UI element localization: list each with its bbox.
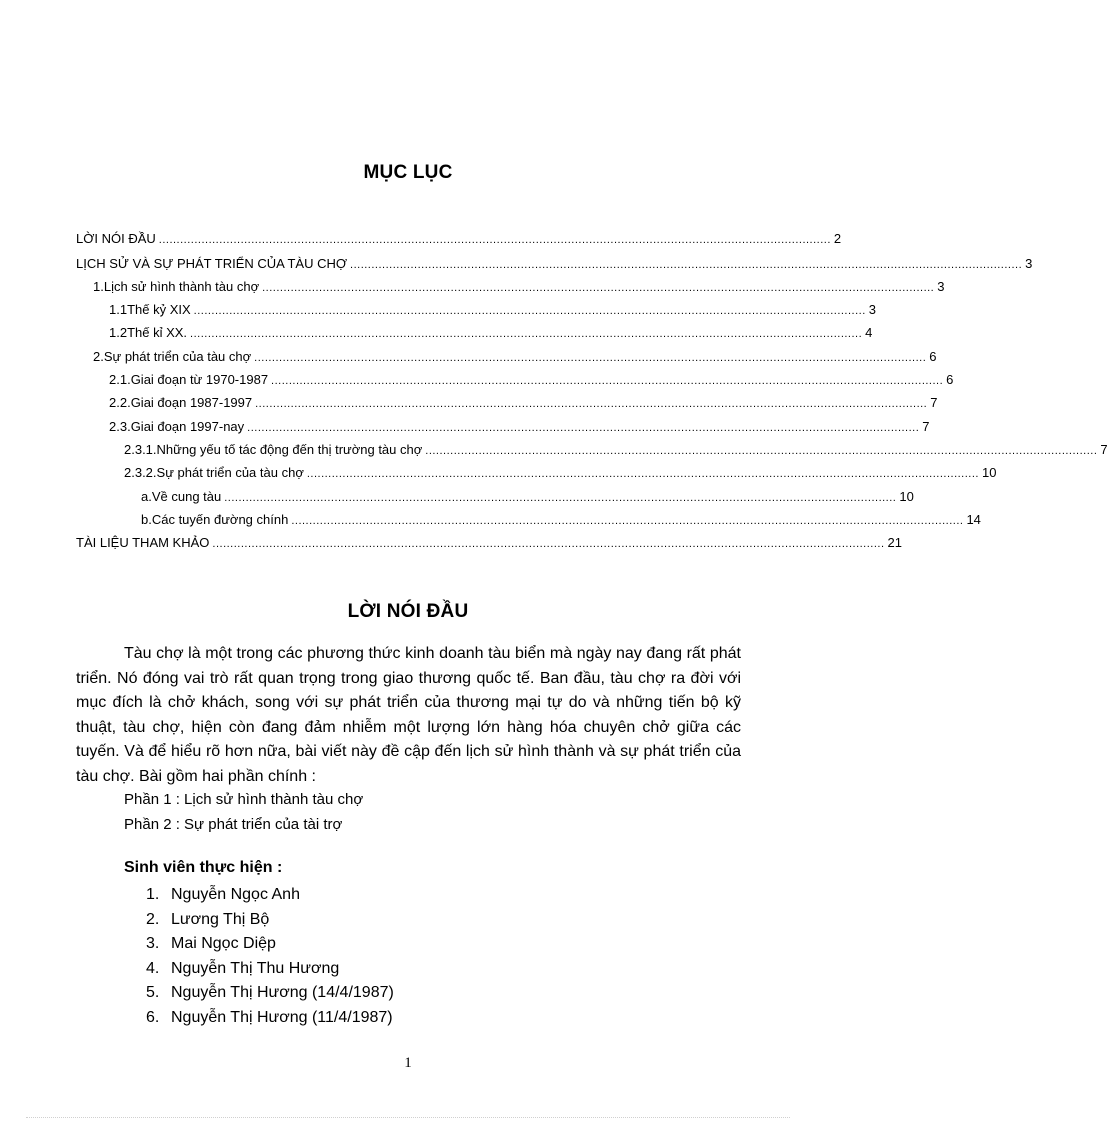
- toc-entry-number: 2.3.: [109, 419, 131, 434]
- toc-entry-label: Sự phát triển của tàu chợ: [103, 349, 252, 364]
- toc-entry-label: Sự phát triển của tàu chợ: [156, 465, 304, 480]
- toc-entry-number: a.: [141, 489, 152, 504]
- toc-entry[interactable]: [93, 346, 937, 368]
- list-item: [146, 981, 394, 1006]
- toc-entry[interactable]: [109, 322, 873, 344]
- toc-entry-label: Các tuyến đường chính: [151, 512, 289, 527]
- list-item-number: 3.: [146, 935, 160, 953]
- student-list: [146, 883, 394, 1031]
- toc-title: MỤC LỤC: [363, 162, 453, 183]
- toc-leader-dots: .............................................................................................................................................................................................: [425, 445, 1098, 457]
- list-item-number: 4.: [146, 959, 160, 977]
- toc-entry-label: LỊCH SỬ VÀ SỰ PHÁT TRIỂN CỦA TÀU CHỢ: [76, 256, 348, 271]
- toc-entry-label: Thế kỷ XIX: [127, 302, 191, 317]
- toc-entry[interactable]: [124, 439, 1108, 461]
- toc-entry[interactable]: [109, 299, 877, 321]
- toc-entry-label: Lịch sử hình thành tàu chợ: [103, 279, 260, 294]
- toc-entry-number: 2.3.1.: [124, 442, 157, 457]
- toc-entry-label: Thế kỉ XX.: [127, 325, 188, 340]
- student-name: Nguyễn Ngọc Anh: [171, 886, 300, 903]
- toc-entry-number: 2.: [93, 349, 104, 364]
- toc-entry-label: Giai đoạn 1987-1997: [130, 395, 253, 410]
- toc-entry-number: b.: [141, 512, 152, 527]
- toc-entry-page: 3: [868, 302, 877, 317]
- toc-entry[interactable]: [109, 392, 938, 414]
- toc-entry[interactable]: [109, 416, 930, 438]
- toc-entry-number: 2.2.: [109, 395, 131, 410]
- toc-entry-page: 10: [899, 489, 914, 504]
- toc-entry[interactable]: [141, 486, 914, 508]
- toc-entry-label: LỜI NÓI ĐẦU: [76, 231, 156, 246]
- toc-entry-number: 1.1: [109, 302, 128, 317]
- toc-entry[interactable]: [141, 509, 981, 531]
- list-item: [146, 883, 394, 908]
- toc-entry-number: 2.1.: [109, 372, 131, 387]
- toc-entry-page: 3: [1025, 256, 1033, 271]
- toc-entry-number: 2.3.2.: [124, 465, 157, 480]
- toc-leader-dots: .............................................................................................................................................................................................: [291, 515, 964, 527]
- toc-entry[interactable]: [76, 228, 842, 250]
- list-item: [146, 957, 394, 982]
- toc-entry[interactable]: [93, 276, 945, 298]
- toc-entry-page: 21: [887, 535, 902, 550]
- toc-entry-number: 1.2: [109, 325, 128, 340]
- toc-leader-dots: .............................................................................................................................................................................................: [262, 282, 935, 294]
- toc-entry-page: 7: [930, 395, 938, 410]
- toc-entry-page: 14: [966, 512, 981, 527]
- list-item-number: 6.: [146, 1008, 160, 1026]
- toc-leader-dots: .............................................................................................................................................................................................: [306, 468, 979, 480]
- list-item: [146, 908, 394, 933]
- toc-entry-page: 3: [937, 279, 945, 294]
- toc-leader-dots: .............................................................................................................................................................................................: [247, 422, 920, 434]
- toc-entry-page: 7: [922, 419, 930, 434]
- student-name: Nguyễn Thị Hương (11/4/1987): [171, 1008, 393, 1026]
- toc-entry-page: 7: [1100, 442, 1108, 457]
- part-1-line: Phần 1 : Lịch sử hình thành tàu chợ: [124, 791, 364, 808]
- toc-leader-dots: .............................................................................................................................................................................................: [271, 375, 944, 387]
- toc-entry-label: Giai đoạn 1997-nay: [130, 419, 245, 434]
- intro-title: LỜI NÓI ĐẦU: [347, 601, 469, 622]
- toc-leader-dots: .............................................................................................................................................................................................: [224, 492, 897, 504]
- toc-entry-page: 10: [981, 465, 997, 480]
- toc-leader-dots: .............................................................................................................................................................................................: [193, 305, 866, 317]
- list-item-number: 5.: [146, 984, 160, 1002]
- toc-leader-dots: .............................................................................................................................................................................................: [255, 398, 928, 410]
- student-name: Nguyễn Thị Thu Hương: [171, 959, 340, 977]
- students-heading: Sinh viên thực hiện :: [124, 859, 283, 876]
- part-2-line: Phần 2 : Sự phát triển của tài trợ: [124, 816, 343, 833]
- toc-entry-label: Về cung tàu: [151, 489, 222, 504]
- page-bottom-divider: [26, 1117, 790, 1118]
- toc-entry-label: Những yếu tố tác động đến thị trường tàu chợ: [156, 442, 423, 457]
- toc-entry-label: Giai đoạn từ 1970-1987: [130, 372, 269, 387]
- toc-entry[interactable]: [124, 462, 997, 484]
- toc-entry-page: 4: [865, 325, 873, 340]
- toc-leader-dots: .............................................................................................................................................................................................: [190, 328, 863, 340]
- page-number: 1: [404, 1055, 412, 1071]
- list-item-number: 2.: [146, 910, 160, 928]
- list-item-number: 1.: [146, 886, 160, 903]
- toc-leader-dots: .............................................................................................................................................................................................: [350, 259, 1023, 271]
- list-item: [146, 932, 394, 957]
- list-item: [146, 1006, 394, 1031]
- toc-leader-dots: .............................................................................................................................................................................................: [212, 538, 885, 550]
- toc-leader-dots: .............................................................................................................................................................................................: [158, 234, 831, 246]
- intro-paragraph: Tàu chợ là một trong các phương thức kinh doanh tàu biển mà ngày nay đang rất phát triển. Nó đóng vai trò rất quan trọng trong giao thương quốc tế. Ban đầu, tàu chợ ra đời với mục đích là chở khách, song với sự phát triển của thương mại tự do và những tiến bộ kỹ thuật, tàu chợ, hiện còn đang đảm nhiễm một lượng lớn hàng hóa chuyên chở giữa các tuyến. Và để hiểu rõ hơn nữa, bài viết này đề cập đến lịch sử hình thành và sự phát triển của tàu chợ. Bài gồm hai phần chính :: [76, 645, 741, 785]
- student-name: Nguyễn Thị Hương (14/4/1987): [171, 984, 394, 1002]
- toc-leader-dots: .............................................................................................................................................................................................: [254, 352, 927, 364]
- toc-entry-page: 6: [946, 372, 954, 387]
- student-name: Mai Ngọc Diệp: [171, 935, 276, 953]
- toc-entry-label: TÀI LIỆU THAM KHẢO: [76, 535, 210, 550]
- toc-entry[interactable]: [76, 532, 902, 554]
- student-name: Lương Thị Bộ: [171, 910, 270, 928]
- toc-entry-page: 6: [929, 349, 937, 364]
- toc-entry-page: 2: [833, 231, 842, 246]
- toc-entry[interactable]: [76, 253, 1033, 275]
- toc-entry-number: 1.: [93, 279, 104, 294]
- toc-entry[interactable]: [109, 369, 954, 391]
